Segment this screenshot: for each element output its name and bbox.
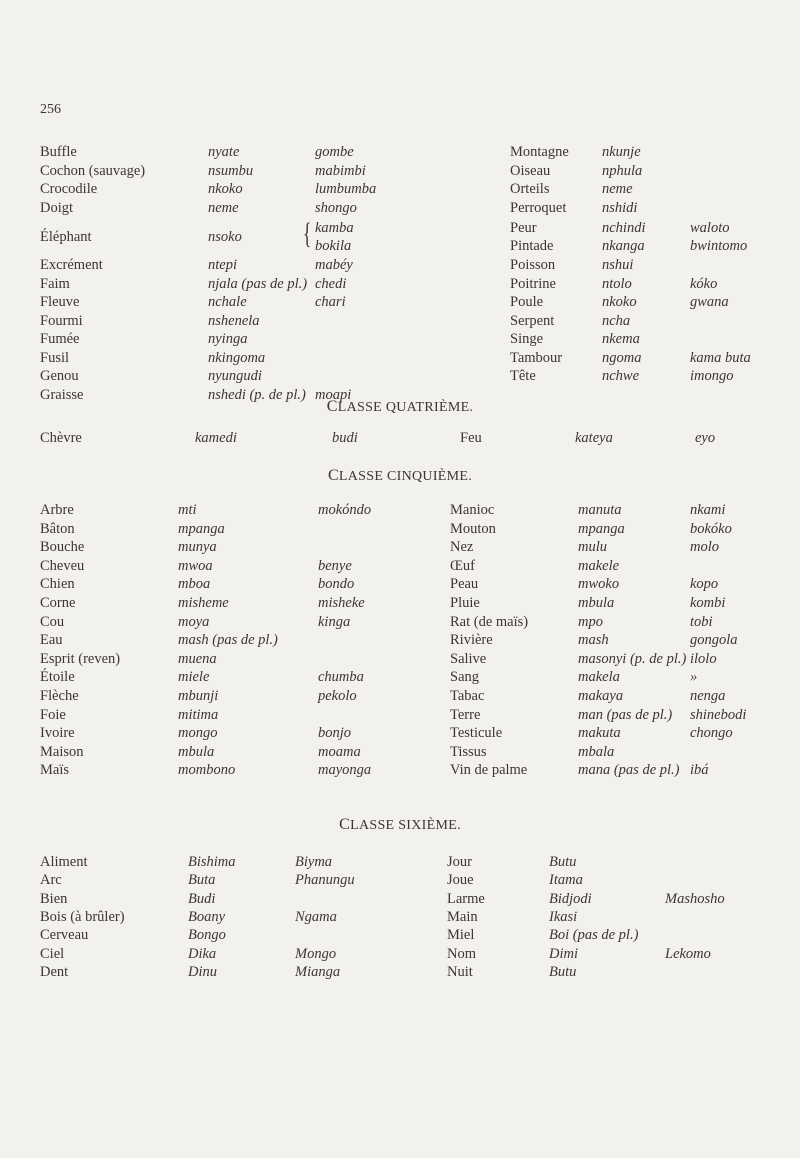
french-word-2: Tissus <box>450 743 487 760</box>
form-d: eyo <box>695 430 716 446</box>
form-c: Butu <box>549 963 577 980</box>
form-a: nyinga <box>208 331 248 347</box>
form-b: chumba <box>318 669 364 686</box>
form-b: mabéy <box>315 257 353 273</box>
form-c: Bidjodi <box>549 890 592 907</box>
form-b: Phanungu <box>295 872 355 889</box>
form-a: Boany <box>188 908 226 925</box>
form-c: nshidi <box>602 199 638 216</box>
form-a: mwoa <box>178 557 213 574</box>
form-a: muena <box>178 650 217 667</box>
brace-icon: { <box>302 217 312 250</box>
form-c: man (pas de pl.) <box>578 706 673 723</box>
form-d: molo <box>690 539 719 556</box>
form-c: nkunje <box>602 144 641 160</box>
french-word: Faim <box>40 275 70 292</box>
form-a: nsumbu <box>208 162 254 179</box>
french-word-2: Nom <box>447 945 476 962</box>
french-word-2: Rat (de maïs) <box>450 613 529 630</box>
form-b: misheke <box>318 595 365 611</box>
page-number: 256 <box>40 102 61 117</box>
form-d: kóko <box>690 275 718 292</box>
form-d: gwana <box>690 294 729 310</box>
form-d: bokóko <box>690 520 732 537</box>
form-b: moama <box>318 743 361 760</box>
french-word: Éléphant <box>40 229 92 245</box>
form-c: Dimi <box>549 945 578 962</box>
french-word: Graisse <box>40 386 84 403</box>
class-six-heading: CLASSE SIXIÈME. <box>339 816 461 833</box>
french-word: Genou <box>40 368 79 384</box>
form-a: Bishima <box>188 854 236 870</box>
french-word-2: Rivière <box>450 632 493 649</box>
form-a: nshedi (p. de pl.) <box>208 386 306 403</box>
form-a: munya <box>178 539 217 556</box>
form-c: Ikasi <box>549 908 578 925</box>
form-c: mulu <box>578 539 607 556</box>
form-c: nchwe <box>602 368 640 384</box>
form-a: Bongo <box>188 927 226 944</box>
french-word: Fourmi <box>40 312 83 329</box>
french-word-2: Montagne <box>510 144 569 160</box>
french-word: Bâton <box>40 520 75 537</box>
form-a: mombono <box>178 762 236 779</box>
french-word: Étoile <box>40 669 75 686</box>
form-c: nkoko <box>602 294 637 310</box>
french-word-2: Peur <box>510 220 537 236</box>
form-c: nkema <box>602 331 640 347</box>
form-b: gombe <box>315 144 354 160</box>
french-word: Fleuve <box>40 294 80 310</box>
french-word-2: Jour <box>447 854 472 870</box>
form-d: tobi <box>690 613 713 630</box>
french-word-2: Oiseau <box>510 162 551 179</box>
french-word: Excrément <box>40 257 103 273</box>
french-word-2: Nez <box>450 539 474 556</box>
form-c: nphula <box>602 162 643 179</box>
form-d: bwintomo <box>690 238 748 254</box>
form-a: nyate <box>208 144 240 160</box>
french-word-2: Poitrine <box>510 275 556 292</box>
form-a: nyungudi <box>208 368 262 384</box>
form-b: Mongo <box>295 945 337 962</box>
french-word-2: Terre <box>450 706 481 723</box>
form-a: mboa <box>178 576 211 593</box>
form-c: kateya <box>575 430 613 446</box>
french-word-2: Poule <box>510 294 544 310</box>
form-a: mti <box>178 502 197 518</box>
form-c: makela <box>578 669 620 686</box>
french-word-2: Œuf <box>450 557 475 574</box>
form-a: mbula <box>178 743 215 760</box>
form-d: chongo <box>690 725 733 742</box>
form-a: nshenela <box>208 312 260 329</box>
french-word-2: Vin de palme <box>450 762 528 779</box>
form-c: mana (pas de pl.) <box>578 762 680 779</box>
french-word: Corne <box>40 595 76 611</box>
form-d: nenga <box>690 688 726 704</box>
french-word-2: Peau <box>450 576 479 593</box>
form-b: lumbumba <box>315 181 377 197</box>
french-word: Eau <box>40 632 63 649</box>
form-b: bonjo <box>318 725 352 742</box>
french-word-2: Orteils <box>510 181 550 197</box>
form-c: makele <box>578 557 620 574</box>
form-a: misheme <box>178 595 229 611</box>
form-b: moapi <box>315 386 352 403</box>
french-word: Arbre <box>40 502 74 518</box>
form-b: chari <box>315 294 346 310</box>
form-c: mbula <box>578 595 615 611</box>
form-b: shongo <box>315 199 357 216</box>
french-word: Fusil <box>40 349 70 366</box>
french-word: Buffle <box>40 144 77 160</box>
form-b: Ngama <box>295 908 337 925</box>
form-d: kombi <box>690 595 726 611</box>
french-word: Doigt <box>40 199 74 216</box>
form-d: gongola <box>690 632 738 649</box>
form-b: bokila <box>315 238 352 254</box>
form-b: mokóndo <box>318 502 372 518</box>
form-a: mash (pas de pl.) <box>178 632 278 649</box>
french-word: Bouche <box>40 539 85 556</box>
form-a: njala (pas de pl.) <box>208 275 308 292</box>
form-c: nshui <box>602 257 634 273</box>
form-a: nkingoma <box>208 349 266 366</box>
form-c: Boi (pas de pl.) <box>549 927 639 944</box>
french-word: Ciel <box>40 945 65 962</box>
french-word: Ivoire <box>40 725 75 742</box>
french-word: Bien <box>40 890 68 907</box>
form-d: kopo <box>690 576 719 593</box>
form-d: waloto <box>690 220 730 236</box>
form-c: nkanga <box>602 238 645 254</box>
form-b: budi <box>332 430 358 446</box>
french-word: Arc <box>40 872 62 889</box>
french-word-2: Tête <box>510 368 536 384</box>
form-a: miele <box>178 669 210 686</box>
form-d: shinebodi <box>690 706 747 723</box>
form-c: Butu <box>549 854 577 870</box>
french-word-2: Feu <box>460 430 482 446</box>
form-b: Biyma <box>295 854 333 870</box>
french-word-2: Serpent <box>510 312 555 329</box>
form-c: makuta <box>578 725 621 742</box>
form-b: Mianga <box>295 963 341 980</box>
french-word-2: Miel <box>447 927 475 944</box>
form-d: » <box>690 669 698 686</box>
french-word-2: Tabac <box>450 688 485 704</box>
french-word: Aliment <box>40 854 88 870</box>
form-d: kama buta <box>690 349 751 366</box>
form-a: Buta <box>188 872 216 889</box>
french-word: Crocodile <box>40 181 98 197</box>
form-c: manuta <box>578 502 622 518</box>
form-c: mpo <box>578 613 603 630</box>
french-word: Chèvre <box>40 430 82 446</box>
french-word: Cerveau <box>40 927 89 944</box>
french-word-2: Tambour <box>510 349 563 366</box>
form-b: kamba <box>315 220 354 236</box>
form-c: masonyi (p. de pl.) <box>578 650 687 667</box>
form-c: neme <box>602 181 633 197</box>
form-a: moya <box>178 613 210 630</box>
french-word: Maison <box>40 743 84 760</box>
french-word: Esprit (reven) <box>40 650 121 667</box>
form-b: benye <box>318 557 352 574</box>
form-b: pekolo <box>318 688 357 704</box>
form-d: imongo <box>690 368 734 384</box>
french-word: Cou <box>40 613 65 630</box>
french-word-2: Larme <box>447 890 485 907</box>
form-c: nchindi <box>602 220 646 236</box>
form-a: nkoko <box>208 181 243 197</box>
french-word-2: Poisson <box>510 257 556 273</box>
form-d: nkami <box>690 502 726 518</box>
class-five-heading: CLASSE CINQUIÈME. <box>327 467 473 484</box>
form-a: ntepi <box>208 257 237 273</box>
form-a: Dinu <box>188 963 217 980</box>
form-c: mash <box>578 632 609 649</box>
form-c: ngoma <box>602 349 642 366</box>
class-four-heading: CLASSE QUATRIÈME. <box>326 398 474 415</box>
form-d: ilolo <box>690 650 717 667</box>
form-b: kinga <box>318 613 351 630</box>
french-word-2: Pluie <box>450 595 480 611</box>
form-c: ntolo <box>602 275 632 292</box>
form-c: mpanga <box>578 520 625 537</box>
form-d: ibá <box>690 762 709 779</box>
form-a: mbunji <box>178 688 219 704</box>
french-word: Cochon (sauvage) <box>40 162 146 179</box>
french-word: Maïs <box>40 762 69 779</box>
french-word-2: Singe <box>510 331 544 347</box>
form-a: mitima <box>178 706 219 723</box>
french-word: Chien <box>40 576 75 593</box>
form-a: nsoko <box>208 229 242 245</box>
french-word: Foie <box>40 706 66 723</box>
french-word: Cheveu <box>40 557 85 574</box>
form-a: mongo <box>178 725 218 742</box>
form-a: neme <box>208 199 239 216</box>
french-word-2: Nuit <box>447 963 473 980</box>
form-a: Dika <box>188 945 217 962</box>
french-word-2: Main <box>447 908 478 925</box>
french-word-2: Manioc <box>450 502 495 518</box>
form-a: nchale <box>208 294 247 310</box>
french-word-2: Sang <box>450 669 479 686</box>
form-b: mayonga <box>318 762 372 779</box>
form-a: kamedi <box>195 430 237 446</box>
french-word-2: Mouton <box>450 520 496 537</box>
form-a: mpanga <box>178 520 225 537</box>
form-c: makaya <box>578 688 624 704</box>
french-word-2: Perroquet <box>510 199 567 216</box>
french-word: Bois (à brûler) <box>40 908 125 925</box>
form-c: mwoko <box>578 576 620 593</box>
form-b: mabimbi <box>315 162 366 179</box>
form-b: bondo <box>318 576 355 593</box>
form-a: Budi <box>188 890 216 907</box>
french-word: Fumée <box>40 331 80 347</box>
form-d: Mashosho <box>665 890 725 907</box>
french-word-2: Salive <box>450 650 487 667</box>
form-c: ncha <box>602 312 631 329</box>
french-word-2: Pintade <box>510 238 554 254</box>
form-c: Itama <box>549 872 583 889</box>
french-word: Flèche <box>40 688 79 704</box>
form-d: Lekomo <box>665 945 711 962</box>
french-word-2: Joue <box>447 872 474 889</box>
form-b: chedi <box>315 275 347 292</box>
form-c: mbala <box>578 743 615 760</box>
french-word: Dent <box>40 963 69 980</box>
french-word-2: Testicule <box>450 725 503 742</box>
